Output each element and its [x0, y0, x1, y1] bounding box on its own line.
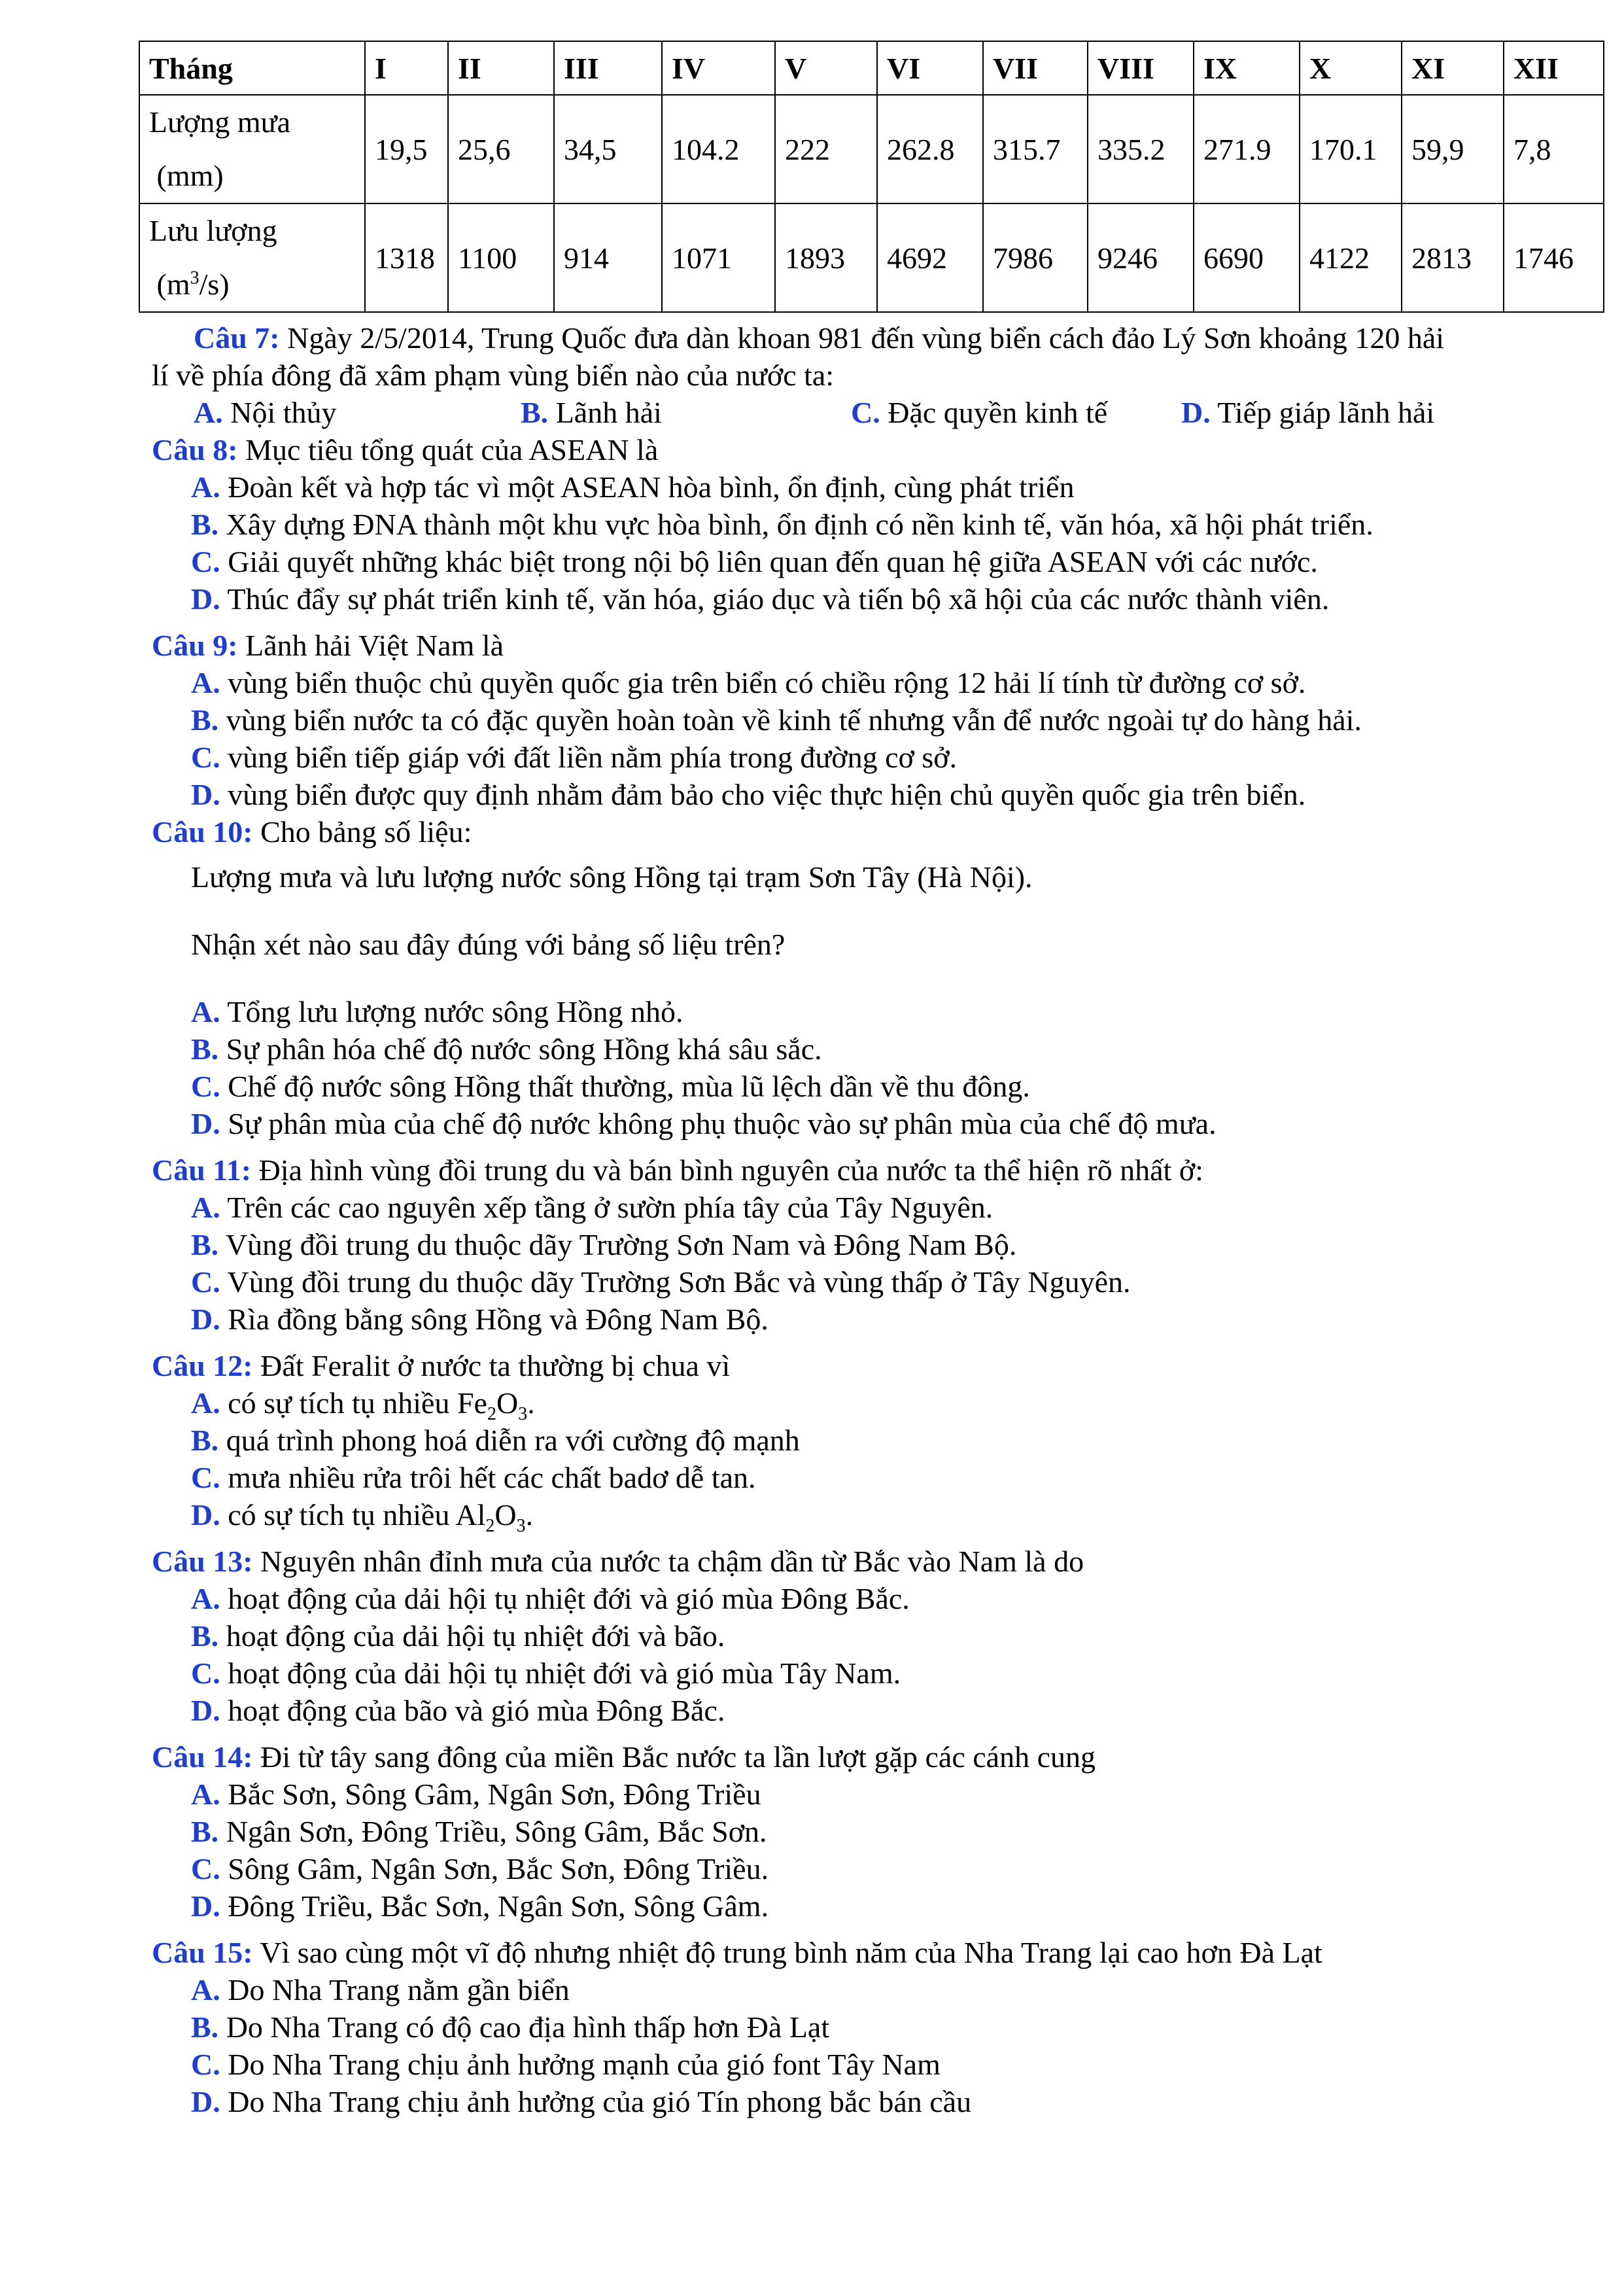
- header-cell: IV: [662, 41, 775, 95]
- option-a[interactable]: A. vùng biển thuộc chủ quyền quốc gia trên biển có chiều rộng 12 hải lí tính từ đường cơ sở.: [191, 666, 1306, 699]
- table-cell: 315.7: [983, 95, 1088, 203]
- option-b[interactable]: B. Sự phân hóa chế độ nước sông Hồng khá sâu sắc.: [191, 1032, 822, 1066]
- option-c[interactable]: C. Chế độ nước sông Hồng thất thường, mùa lũ lệch dần về thu đông.: [191, 1070, 1030, 1103]
- rain-flow-table: [139, 41, 1604, 313]
- question-number: Câu 10:: [152, 815, 253, 849]
- table-cell: 271.9: [1194, 95, 1300, 203]
- table-cell: 1071: [662, 203, 775, 312]
- header-cell: Tháng: [139, 41, 365, 95]
- table-cell: 9246: [1088, 203, 1194, 312]
- table-cell: 7986: [983, 203, 1088, 312]
- table-cell: 4122: [1300, 203, 1402, 312]
- table-cell: 19,5: [365, 95, 448, 203]
- option-d[interactable]: D. Tiếp giáp lãnh hải: [1181, 396, 1435, 429]
- table-cell: 25,6: [448, 95, 554, 203]
- option-b[interactable]: B. Do Nha Trang có độ cao địa hình thấp hơn Đà Lạt: [191, 2010, 830, 2044]
- table-cell: 1746: [1504, 203, 1604, 312]
- option-d[interactable]: D. Rìa đồng bằng sông Hồng và Đông Nam Bộ.: [191, 1303, 769, 1336]
- option-b[interactable]: B. hoạt động của dải hội tụ nhiệt đới và bão.: [191, 1619, 725, 1653]
- table-cell: 914: [554, 203, 662, 312]
- question-15: [152, 1934, 1604, 2120]
- option-c[interactable]: C. Giải quyết những khác biệt trong nội bộ liên quan đến quan hệ giữa ASEAN với các nước.: [191, 545, 1318, 578]
- option-a[interactable]: A. Trên các cao nguyên xếp tầng ở sườn phía tây của Tây Nguyên.: [191, 1191, 993, 1224]
- question-7: [152, 319, 1604, 431]
- option-b[interactable]: B. quá trình phong hoá diễn ra với cường độ mạnh: [191, 1424, 800, 1457]
- option-d[interactable]: D. Do Nha Trang chịu ảnh hưởng của gió Tín phong bắc bán cầu: [191, 2085, 972, 2118]
- question-number: Câu 11:: [152, 1153, 252, 1187]
- question-12: [152, 1347, 1604, 1537]
- option-b[interactable]: B. vùng biển nước ta có đặc quyền hoàn toàn về kinh tế nhưng vẫn để nước ngoài tự do hàng hải.: [191, 703, 1362, 737]
- question-text: Vì sao cùng một vĩ độ nhưng nhiệt độ trung bình năm của Nha Trang lại cao hơn Đà Lạt: [260, 1936, 1322, 1969]
- table-cell: 104.2: [662, 95, 775, 203]
- table-cell: 262.8: [877, 95, 983, 203]
- question-number: Câu 14:: [152, 1740, 253, 1774]
- question-text: Nguyên nhân đỉnh mưa của nước ta chậm dần từ Bắc vào Nam là do: [260, 1545, 1084, 1578]
- question-13: [152, 1543, 1604, 1729]
- question-14: [152, 1738, 1604, 1925]
- question-text: Mục tiêu tổng quát của ASEAN là: [245, 433, 659, 466]
- question-10: [152, 813, 1604, 1142]
- option-b[interactable]: B. Vùng đồi trung du thuộc dãy Trường Sơn Nam và Đông Nam Bộ.: [191, 1228, 1017, 1261]
- table-cell: 7,8: [1504, 95, 1604, 203]
- table-cell: 335.2: [1088, 95, 1194, 203]
- table-row-flow: [139, 203, 1604, 312]
- option-a[interactable]: A. Bắc Sơn, Sông Gâm, Ngân Sơn, Đông Triều: [191, 1778, 761, 1811]
- row-label-flow: Lưu lượng $(m^3/s)$: [139, 203, 365, 312]
- option-a[interactable]: A. hoạt động của dải hội tụ nhiệt đới và gió mùa Đông Bắc.: [191, 1582, 910, 1615]
- option-c[interactable]: C. vùng biển tiếp giáp với đất liền nằm phía trong đường cơ sở.: [191, 741, 958, 774]
- table-cell: 1893: [775, 203, 877, 312]
- question-text: Ngày 2/5/2014, Trung Quốc đưa dàn khoan 981 đến vùng biển cách đảo Lý Sơn khoảng 120 hải: [287, 321, 1445, 355]
- table-cell: 1100: [448, 203, 554, 312]
- option-c[interactable]: C. Do Nha Trang chịu ảnh hưởng mạnh của gió font Tây Nam: [191, 2048, 941, 2081]
- option-b[interactable]: B. Ngân Sơn, Đông Triều, Sông Gâm, Bắc Sơn.: [191, 1815, 767, 1848]
- header-cell: VIII: [1088, 41, 1194, 95]
- header-cell: I: [365, 41, 448, 95]
- question-number: Câu 15:: [152, 1936, 253, 1969]
- option-b[interactable]: B. Xây dựng ĐNA thành một khu vực hòa bình, ổn định có nền kinh tế, văn hóa, xã hội phát triển.: [191, 508, 1373, 541]
- question-number: Câu 7:: [194, 321, 280, 355]
- option-d[interactable]: D. vùng biển được quy định nhằm đảm bảo cho việc thực hiện chủ quyền quốc gia trên biển.: [191, 778, 1306, 811]
- header-cell: V: [775, 41, 877, 95]
- question-number: Câu 8:: [152, 433, 238, 466]
- question-number: Câu 9:: [152, 629, 238, 662]
- question-text: Đi từ tây sang đông của miền Bắc nước ta lần lượt gặp các cánh cung: [260, 1740, 1096, 1774]
- question-number: Câu 12:: [152, 1349, 253, 1382]
- table-caption: Lượng mưa và lưu lượng nước sông Hồng tại trạm Sơn Tây (Hà Nội).: [191, 860, 1033, 894]
- question-number: Câu 13:: [152, 1545, 253, 1578]
- question-9: [152, 627, 1604, 813]
- table-row-rain: [139, 95, 1604, 203]
- option-c[interactable]: C. Sông Gâm, Ngân Sơn, Bắc Sơn, Đông Triều.: [191, 1852, 769, 1885]
- table-cell: 34,5: [554, 95, 662, 203]
- header-cell: IX: [1194, 41, 1300, 95]
- question-text: Đất Feralit ở nước ta thường bị chua vì: [260, 1349, 731, 1382]
- header-cell: III: [554, 41, 662, 95]
- header-cell: II: [448, 41, 554, 95]
- table-header-row: [139, 41, 1604, 95]
- option-a[interactable]: A. Do Nha Trang nằm gần biển: [191, 1973, 570, 2006]
- table-cell: 2813: [1402, 203, 1504, 312]
- option-a[interactable]: A. Nội thủy: [194, 396, 337, 429]
- question-text: Lãnh hải Việt Nam là: [245, 629, 504, 662]
- option-d[interactable]: D. Thúc đẩy sự phát triển kinh tế, văn hóa, giáo dục và tiến bộ xã hội của các nước thành viên.: [191, 582, 1330, 616]
- question-prompt: Nhận xét nào sau đây đúng với bảng số liệu trên?: [191, 928, 786, 961]
- options-row: [194, 394, 1604, 431]
- table-cell: 222: [775, 95, 877, 203]
- question-text: Địa hình vùng đồi trung du và bán bình nguyên của nước ta thể hiện rõ nhất ở:: [258, 1153, 1203, 1187]
- question-8: [152, 431, 1604, 618]
- question-11: [152, 1151, 1604, 1338]
- header-cell: XI: [1402, 41, 1504, 95]
- header-cell: VI: [877, 41, 983, 95]
- option-b[interactable]: B. Lãnh hải: [521, 396, 662, 429]
- header-cell: XII: [1504, 41, 1604, 95]
- table-cell: 6690: [1194, 203, 1300, 312]
- option-d[interactable]: D. hoạt động của bão và gió mùa Đông Bắc.: [191, 1694, 725, 1727]
- table-cell: 1318: [365, 203, 448, 312]
- option-c[interactable]: C. mưa nhiều rửa trôi hết các chất badơ dễ tan.: [191, 1461, 756, 1494]
- table-cell: 170.1: [1300, 95, 1402, 203]
- header-cell: VII: [983, 41, 1088, 95]
- row-label-rain: Lượng mưa (mm): [139, 95, 365, 203]
- table-cell: 4692: [877, 203, 983, 312]
- question-text-cont: lí về phía đông đã xâm phạm vùng biển nào của nước ta:: [152, 359, 835, 392]
- option-c[interactable]: C. Đặc quyền kinh tế: [851, 396, 1108, 429]
- option-a[interactable]: A. Đoàn kết và hợp tác vì một ASEAN hòa bình, ổn định, cùng phát triển: [191, 470, 1075, 504]
- option-d[interactable]: D. Sự phân mùa của chế độ nước không phụ thuộc vào sự phân mùa của chế độ mưa.: [191, 1107, 1217, 1140]
- header-cell: X: [1300, 41, 1402, 95]
- option-c[interactable]: C. hoạt động của dải hội tụ nhiệt đới và gió mùa Tây Nam.: [191, 1656, 901, 1690]
- questions: [152, 319, 1604, 2120]
- question-text: Cho bảng số liệu:: [260, 815, 472, 849]
- table-cell: 59,9: [1402, 95, 1504, 203]
- option-a[interactable]: A. Tổng lưu lượng nước sông Hồng nhỏ.: [191, 995, 683, 1028]
- option-d[interactable]: D. Đông Triều, Bắc Sơn, Ngân Sơn, Sông Gâm.: [191, 1889, 769, 1923]
- option-d[interactable]: D. có sự tích tụ nhiều $Al_2O_3$.: [191, 1498, 534, 1537]
- option-c[interactable]: C. Vùng đồi trung du thuộc dãy Trường Sơn Bắc và vùng thấp ở Tây Nguyên.: [191, 1265, 1131, 1299]
- option-a[interactable]: A. có sự tích tụ nhiều $Fe_2O_3$.: [191, 1386, 535, 1425]
